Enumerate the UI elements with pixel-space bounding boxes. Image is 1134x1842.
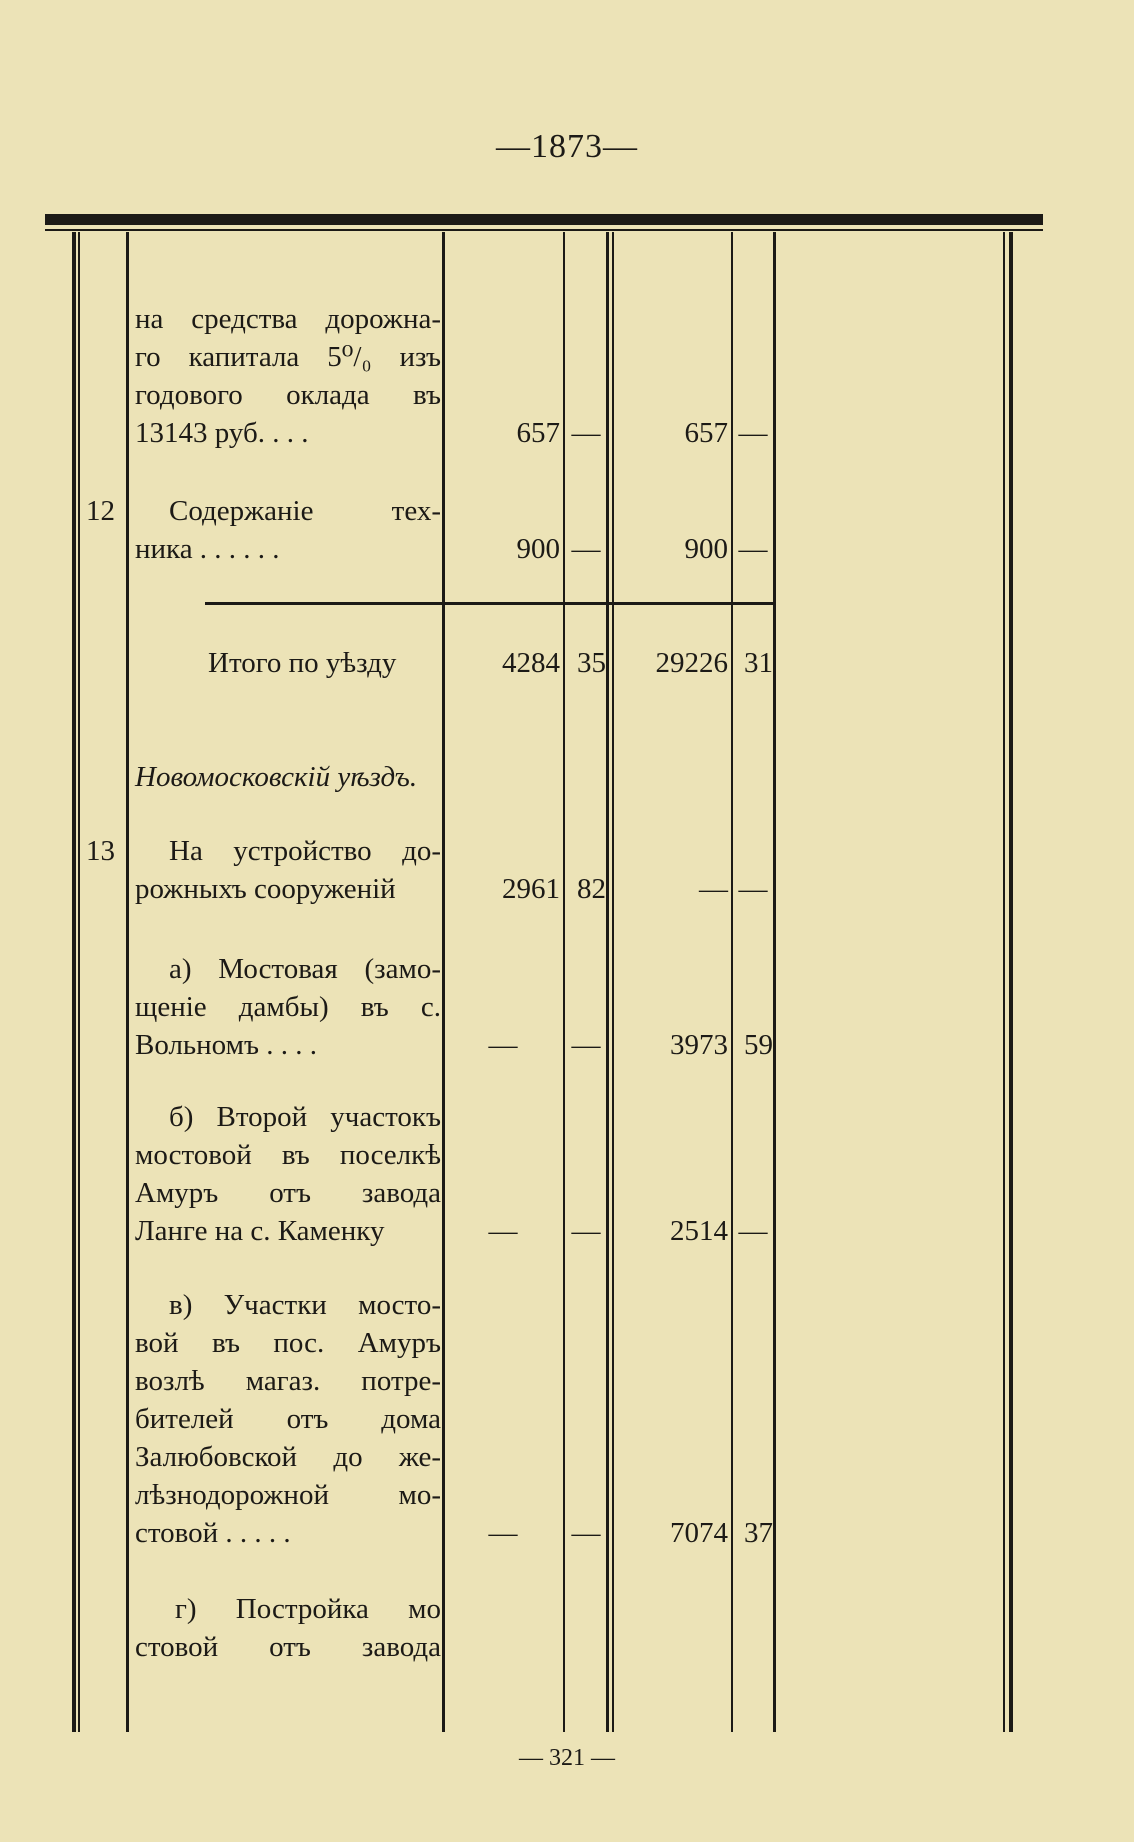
row-description: на средства дорожна- го капитала 5⁰/₀ изъ годового оклада въ 13143 руб. . . . bbox=[135, 303, 441, 449]
amount-rub-b: — bbox=[699, 873, 728, 905]
total-kop-b: 31 bbox=[744, 647, 773, 679]
total-kop-a: 35 bbox=[577, 647, 606, 679]
total-label: Итого по уѣзду bbox=[208, 647, 397, 679]
col-rule-left-inner bbox=[78, 232, 80, 1732]
amount-kop-b: — bbox=[738, 873, 768, 905]
amount-rub-b: 900 bbox=[684, 533, 728, 565]
row-number: 12 bbox=[86, 495, 115, 527]
amount-kop-a: — bbox=[571, 533, 601, 565]
col-rule-b2 bbox=[773, 232, 776, 1732]
amount-rub-a: — bbox=[488, 1517, 518, 1549]
top-rule bbox=[45, 214, 1043, 225]
col-rule-b1 bbox=[731, 232, 733, 1732]
amount-rub-a: — bbox=[488, 1029, 518, 1061]
row-number: 13 bbox=[86, 835, 115, 867]
row-description: На устройство до- рожныхъ сооруженій bbox=[135, 835, 441, 905]
amount-kop-b: — bbox=[738, 417, 768, 449]
amount-kop-a: — bbox=[571, 1029, 601, 1061]
amount-kop-b: — bbox=[738, 533, 768, 565]
amount-rub-b: 7074 bbox=[670, 1517, 728, 1549]
amount-rub-b: 2514 bbox=[670, 1215, 728, 1247]
top-rule-thin bbox=[45, 229, 1043, 231]
amount-kop-b: — bbox=[738, 1215, 768, 1247]
row-description: б) Второй участокъ мостовой въ поселкѣ Амуръ отъ завода Ланге на с. Каменку bbox=[135, 1101, 441, 1247]
district-heading: Новомосковскій уѣздъ. bbox=[135, 761, 418, 793]
col-rule-left-outer bbox=[72, 232, 76, 1732]
amount-kop-b: 59 bbox=[744, 1029, 773, 1061]
page-header: —1873— bbox=[496, 128, 638, 165]
total-rub-b: 29226 bbox=[655, 647, 728, 679]
col-rule-a2 bbox=[606, 232, 609, 1732]
amount-kop-a: — bbox=[571, 1517, 601, 1549]
amount-rub-b: 3973 bbox=[670, 1029, 728, 1061]
amount-kop-b: 37 bbox=[744, 1517, 773, 1549]
total-rub-a: 4284 bbox=[502, 647, 560, 679]
amount-kop-a: — bbox=[571, 417, 601, 449]
amount-kop-a: — bbox=[571, 1215, 601, 1247]
row-description: Содержаніе тех- ника . . . . . . bbox=[135, 495, 441, 565]
row-description: г) Постройка мо стовой отъ завода bbox=[135, 1593, 441, 1663]
page-number-footer: — 321 — bbox=[519, 1745, 615, 1771]
row-description: в) Участки мосто- вой въ пос. Амуръ возлѣ магаз. потре- бителей отъ дома Залюбовской до же- лѣзнодорожной мо- стовой . . . . . bbox=[135, 1289, 441, 1549]
amount-rub-a: 900 bbox=[516, 533, 560, 565]
amount-kop-a: 82 bbox=[577, 873, 606, 905]
amount-rub-b: 657 bbox=[684, 417, 728, 449]
col-rule-a2b bbox=[612, 232, 614, 1732]
row-description: а) Мостовая (замо- щеніе дамбы) въ с. Вольномъ . . . . bbox=[135, 953, 441, 1061]
col-rule-a1 bbox=[563, 232, 565, 1732]
col-rule-right-outer bbox=[1009, 232, 1013, 1732]
amount-rub-a: 657 bbox=[516, 417, 560, 449]
amount-rub-a: — bbox=[488, 1215, 518, 1247]
total-rule bbox=[205, 602, 773, 605]
col-rule-desc bbox=[442, 232, 445, 1732]
amount-rub-a: 2961 bbox=[502, 873, 560, 905]
col-rule-right-inner bbox=[1003, 232, 1005, 1732]
col-rule-no bbox=[126, 232, 129, 1732]
